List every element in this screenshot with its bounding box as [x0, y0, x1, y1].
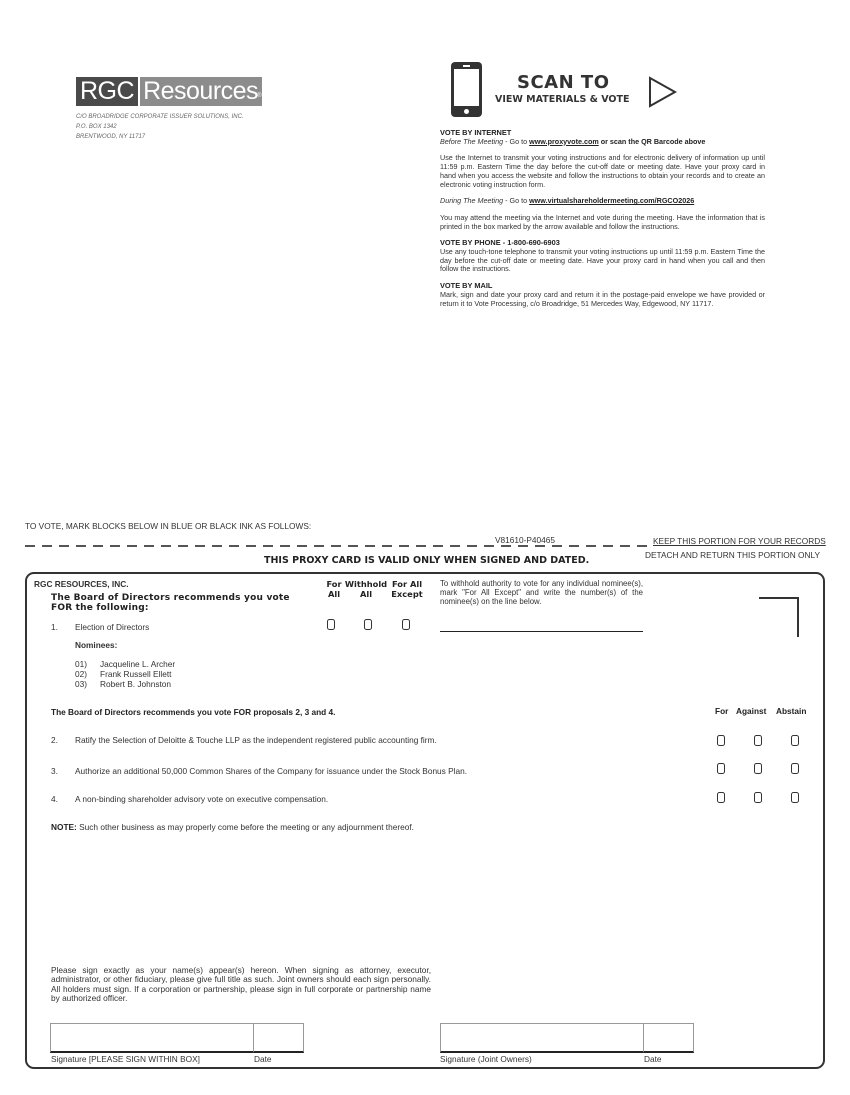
- registered-mark: ®: [257, 93, 262, 99]
- checkbox-p4-against[interactable]: [754, 792, 762, 803]
- scan-subtitle: VIEW MATERIALS & VOTE: [495, 94, 630, 105]
- to-vote-instruction: TO VOTE, MARK BLOCKS BELOW IN BLUE OR BLACK INK AS FOLLOWS:: [25, 521, 312, 531]
- keep-portion-label: KEEP THIS PORTION FOR YOUR RECORDS: [653, 536, 826, 546]
- col-withhold-all: [344, 580, 388, 599]
- proxyvote-link[interactable]: www.proxyvote.com: [529, 136, 599, 146]
- vote-phone-heading: VOTE BY PHONE - 1-800-690-6903: [440, 238, 560, 248]
- board-recommendation-2: The Board of Directors recommends you vote FOR proposals 2, 3 and 4.: [51, 707, 336, 717]
- signature-box[interactable]: [50, 1023, 254, 1053]
- col-label: All: [359, 588, 373, 599]
- nominee-number: 02): [75, 669, 87, 679]
- proposal-number: 1.: [51, 622, 58, 632]
- signing-instructions: Please sign exactly as your name(s) appear(s) hereon. When signing as attorney, executor, administrator, or other fiduciary, please give full title as such. Joint owners should each sign personally. All holders must sign. If a corporation or partnership, please sign in full corporate or partnership name by authorized officer.: [51, 965, 431, 1003]
- corner-mark: [759, 597, 799, 637]
- col-label: All: [327, 588, 341, 599]
- during-meeting-line: [440, 197, 765, 206]
- during-meeting-body: You may attend the meeting via the Internet and vote during the meeting. Have the information that is printed in the box marked by the arrow available and follow the instructions.: [440, 212, 765, 231]
- nominee-name: Frank Russell Ellett: [100, 669, 172, 679]
- vote-mail-heading: VOTE BY MAIL: [440, 281, 493, 291]
- nominee-item: [75, 659, 175, 669]
- proposal-text: Ratify the Selection of Deloitte & Touche LLP as the independent registered public accounting firm.: [75, 735, 437, 745]
- proposal-1: [51, 622, 149, 632]
- nominee-name: Jacqueline L. Archer: [100, 659, 176, 669]
- checkbox-for-all-except[interactable]: [402, 619, 410, 630]
- phone-body: Use any touch-tone telephone to transmit your voting instructions up until 11:59 p.m. Eastern Time the day before the cut-off date or meeting date. Have your proxy card in hand when you call and then follow the instructions.: [440, 247, 765, 274]
- col-against: Against: [736, 706, 767, 716]
- checkbox-for-all[interactable]: [327, 619, 335, 630]
- withhold-instructions: To withhold authority to vote for any individual nominee(s), mark "For All Except" and write the number(s) of the nominee(s) on the line below.: [440, 579, 643, 606]
- before-meeting-text: - Go to: [503, 136, 530, 146]
- mail-body: Mark, sign and date your proxy card and return it in the postage-paid envelope we have provided or return it to Vote Processing, c/o Broadridge, 51 Mercedes Way, Edgewood, NY 11717.: [440, 289, 765, 308]
- proposal-3: [51, 766, 467, 776]
- nominee-number: 01): [75, 659, 87, 669]
- during-meeting-label: During The Meeting: [440, 196, 504, 206]
- note-text: Such other business as may properly come before the meeting or any adjournment thereof.: [76, 822, 414, 832]
- joint-signature-box[interactable]: [440, 1023, 644, 1053]
- joint-signature-label: Signature (Joint Owners): [440, 1054, 532, 1064]
- nominee-item: [75, 669, 171, 679]
- checkbox-p2-for[interactable]: [717, 735, 725, 746]
- logo-resources-text: Resources: [143, 77, 259, 105]
- col-for-all-except: [389, 580, 425, 599]
- detach-line: [25, 545, 650, 547]
- vote-internet-heading: VOTE BY INTERNET: [440, 128, 512, 137]
- proposal-number: 4.: [51, 794, 58, 804]
- smartphone-icon: [451, 62, 482, 117]
- return-address: [76, 112, 244, 142]
- proposal-4: [51, 794, 328, 804]
- play-arrow-icon: [648, 76, 678, 108]
- board-recommendation-1: The Board of Directors recommends you vote FOR the following:: [51, 593, 290, 613]
- proposal-number: 2.: [51, 735, 58, 745]
- joint-date-box[interactable]: [644, 1023, 694, 1053]
- company-logo: [76, 77, 262, 106]
- internet-body: Use the Internet to transmit your voting instructions and for electronic delivery of information up until 11:59 p.m. Eastern Time the day before the cut-off date or meeting date. Have your proxy card in hand when you access the website and follow the instructions to obtain your records and to create an electronic voting instruction form.: [440, 153, 765, 189]
- proposal-text: A non-binding shareholder advisory vote on executive compensation.: [75, 794, 329, 804]
- checkbox-p3-for[interactable]: [717, 763, 725, 774]
- checkbox-p2-against[interactable]: [754, 735, 762, 746]
- nominee-name: Robert B. Johnston: [100, 679, 172, 689]
- during-meeting-text: - Go to: [503, 196, 530, 206]
- valid-only-notice: THIS PROXY CARD IS VALID ONLY WHEN SIGNED AND DATED.: [264, 555, 590, 566]
- address-line: C/O BROADRIDGE CORPORATE ISSUER SOLUTIONS, INC.: [76, 114, 244, 120]
- logo-rgc: RGC: [76, 77, 138, 106]
- note: [51, 822, 414, 832]
- scan-title: SCAN TO: [517, 72, 610, 93]
- checkbox-p3-abstain[interactable]: [791, 763, 799, 774]
- date-label: Date: [254, 1054, 272, 1064]
- col-abstain: Abstain: [776, 706, 807, 716]
- control-number: V81610-P40465: [495, 535, 555, 545]
- checkbox-p4-abstain[interactable]: [791, 792, 799, 803]
- qr-instruction: or scan the QR Barcode above: [598, 136, 706, 146]
- virtual-meeting-link[interactable]: www.virtualshareholdermeeting.com/RGCO2026: [529, 196, 695, 206]
- proposal-text: Election of Directors: [75, 622, 150, 632]
- joint-date-label: Date: [644, 1054, 662, 1064]
- nominees-heading: Nominees:: [75, 640, 118, 650]
- checkbox-p4-for[interactable]: [717, 792, 725, 803]
- detach-return-label: DETACH AND RETURN THIS PORTION ONLY: [645, 550, 821, 560]
- col-label: For: [326, 579, 342, 589]
- nominee-exception-line[interactable]: [440, 631, 643, 632]
- checkbox-withhold-all[interactable]: [364, 619, 372, 630]
- before-meeting-line: [440, 138, 765, 147]
- proposal-2: [51, 735, 437, 745]
- col-for-all: [325, 580, 343, 599]
- before-meeting-label: Before The Meeting: [440, 136, 504, 146]
- address-line: BRENTWOOD, NY 11717: [76, 134, 146, 140]
- nominee-number: 03): [75, 679, 87, 689]
- note-label: NOTE:: [51, 822, 77, 832]
- checkbox-p2-abstain[interactable]: [791, 735, 799, 746]
- address-line: P.O. BOX 1342: [76, 124, 117, 130]
- proposal-text: Authorize an additional 50,000 Common Shares of the Company for issuance under the Stock Bonus Plan.: [75, 766, 468, 776]
- checkbox-p3-against[interactable]: [754, 763, 762, 774]
- proposal-number: 3.: [51, 766, 58, 776]
- logo-resources: [140, 77, 262, 106]
- signature-label: Signature [PLEASE SIGN WITHIN BOX]: [51, 1054, 200, 1064]
- col-label: Except: [391, 588, 423, 599]
- col-for: For: [715, 706, 729, 716]
- col-label: Withhold: [344, 579, 388, 589]
- company-name: RGC RESOURCES, INC.: [34, 579, 129, 589]
- col-label: For All: [391, 579, 423, 589]
- date-box[interactable]: [254, 1023, 304, 1053]
- nominee-item: [75, 679, 171, 689]
- voting-instructions: [440, 129, 765, 308]
